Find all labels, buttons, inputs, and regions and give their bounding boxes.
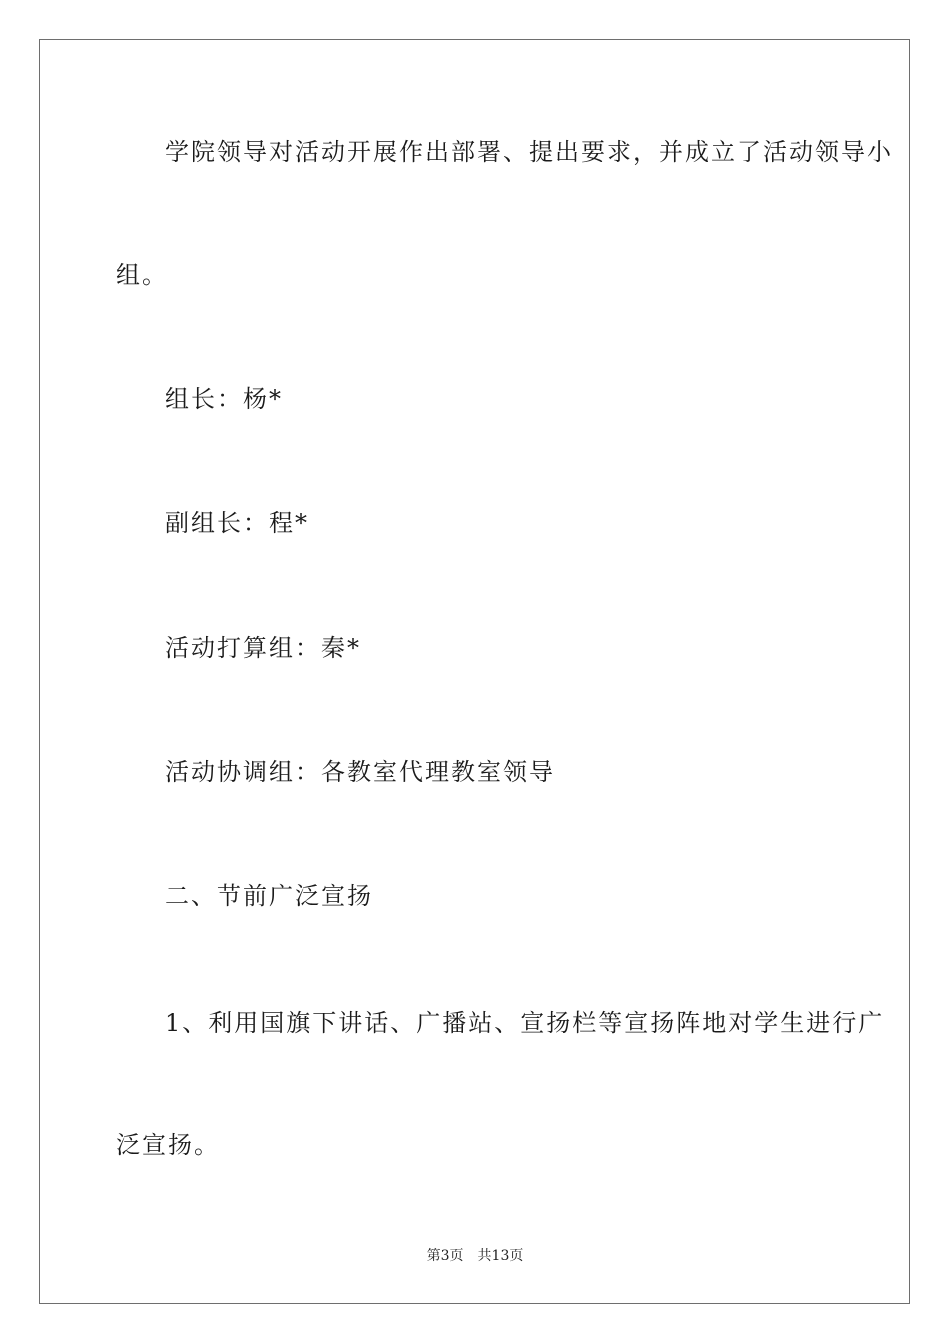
paragraph-line: 副组长：程*: [165, 509, 309, 537]
paragraph-line: 活动打算组：秦*: [165, 634, 361, 662]
page-number: 第3页: [426, 1248, 464, 1264]
page-total: 共13页: [477, 1248, 524, 1264]
paragraph-line: 学院领导对活动开展作出部署、提出要求，并成立了活动领导小: [165, 138, 893, 166]
section-heading: 二、节前广泛宣扬: [165, 882, 373, 910]
paragraph-line: 活动协调组：各教室代理教室领导: [165, 758, 555, 786]
paragraph-line: 组。: [116, 261, 168, 289]
paragraph-line: 泛宣扬。: [116, 1131, 220, 1159]
paragraph-line: 1、利用国旗下讲话、广播站、宣扬栏等宣扬阵地对学生进行广: [165, 1009, 885, 1037]
page-border: [39, 39, 910, 1304]
paragraph-line: 组长：杨*: [165, 385, 283, 413]
page-footer: [0, 1247, 950, 1265]
